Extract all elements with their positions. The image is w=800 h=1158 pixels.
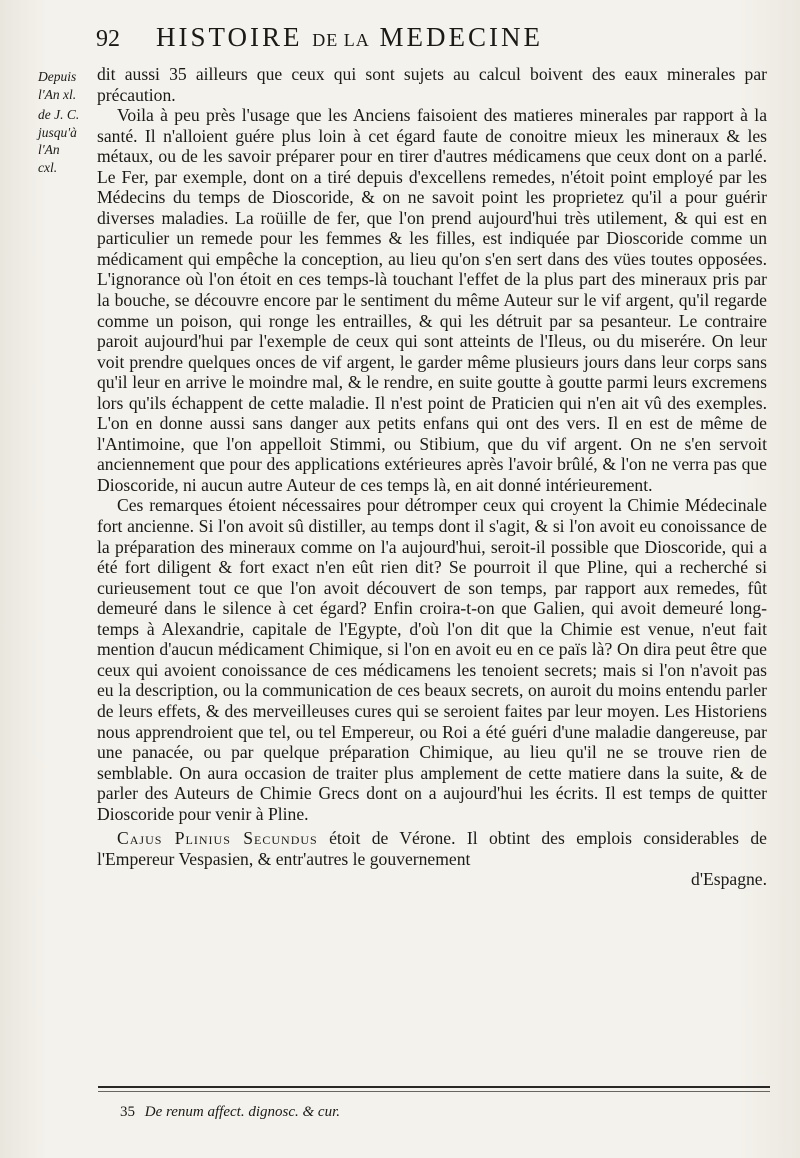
paragraph-text: étoit de Vérone. Il obtint des emplois considerables de l'Empereur Vespasien, & entr'autres le gouvernement [97,828,767,869]
margin-note-line: Depuis [38,69,77,84]
paragraph-plinius [97,828,767,869]
footnote-number: 35 [120,1104,135,1120]
paragraph: Ces remarques étoient nécessaires pour détromper ceux qui croyent la Chimie Médecinale fort ancienne. Si l'on avoit sû distiller, au temps dont il s'agit, & si l'on avoit eu conoissance de la préparation des mineraux comme on l'a aujourd'hui, seroit-il possible que Dioscoride, qui a été fort diligent & fort exact n'en eût rien dit? Se pourroit il que Pline, qui a recherché si curieusement tout ce que l'on avoit découvert de son temps, par rapport aux remedes, fût demeuré dans le silence à cet égard? Enfin croira-t-on que Galien, qui avoit demeuré long-temps à Alexandrie, capitale de l'Egypte, d'où l'on dit que la Chimie est venue, n'eut fait mention d'aucun médicament Chimique, si l'on en avoit eu en ce païs là? On dira peut être que ceux qui avoient conoissance de ces médicamens les tenoient secrets; mais si l'on n'avoit pas eu la description, ou la communication de ces beaux secrets, on auroit du moins entendu parler de leurs effets, & des merveilleuses cures qui se seroient faites par leur moyen. Les Historiens nous apprendroient que tel, ou tel Empereur, ou Roi a été guéri d'une maladie dangereuse, par une panacée, ou par quelque préparation Chimique, au lieu qu'il ne se trouve rien de semblable. On aura occasion de traiter plus amplement de cette matiere dans la suite, & de parler des Auteurs de Chimie Grecs dont on a aujourd'hui les écrits. Il est temps de quitter Dioscoride pour venir à Pline. [97,495,767,824]
paragraph-continued: dit aussi 35 ailleurs que ceux qui sont sujets au calcul boivent des eaux minerales par précaution. [97,64,767,105]
running-title [156,22,543,53]
running-title-part1: HISTOIRE [156,22,303,52]
margin-note-line: l'An xl. [38,86,77,102]
footnote [120,1104,720,1121]
running-header [96,22,776,56]
paragraph: Voila à peu près l'usage que les Anciens faisoient des matieres minerales par rapport à la santé. Il n'alloient guére plus loin à cet égard faute de conoitre mieux les mineraux & les métaux, ou de les savoir préparer pour en tirer d'autres médicamens que ceux dont on a parlé. Le Fer, par exemple, dont on a tiré depuis d'excellens remedes, n'étoit point employé par les Médecins du temps de Dioscoride, & on ne savoit point les proprietez qu'il a pour guérir diverses maladies. La roüille de fer, que l'on prend aujourd'hui très utilement, & qui est en particulier un remede pour les femmes & les filles, est indiquée par Dioscoride comme un médicament qui empêche la conception, au lieu qu'on s'en sert dans des vües toutes opposées. L'ignorance où l'on étoit en ces temps-là touchant l'effet de la plus part des mineraux pris par la bouche, se découvre encore par le sentiment du même Auteur sur le vif argent, qu'il regarde comme un poison, qui ronge les entrailles, & qui les détruit par sa pesanteur. Le contraire paroit aujourd'hui par l'exemple de ceux qui sont atteints de l'Ileus, ou du miserére. On leur voit prendre quelques onces de vif argent, le garder même plusieurs jours dans leur corps sans qu'il leur en arrive le moindre mal, & le rendre, en suite goutte à goutte parmi leurs excremens lors qu'ils échappent de cette maladie. Il n'est point de Praticien qui n'en ait vû des exemples. L'on en donne aussi sans danger aux petits enfans qui ont des vers. Il en est de même de l'Antimoine, que l'on appelloit Stimmi, ou Stibium, que du vif argent. On ne s'en servoit anciennement que pour des applications extérieures après l'avoir brûlé, & l'on ne verra pas que Dioscoride, ni aucun autre Auteur de ces temps là, en ait donné intérieurement. [97,105,767,495]
footnote-rule [98,1086,770,1088]
margin-note-line: de J. C. [38,107,80,122]
footnote-text: De renum affect. dignosc. & cur. [144,1104,340,1120]
footnote-rule-thin [98,1091,770,1092]
margin-note-line: cxl. [38,159,58,175]
running-title-part2: DE LA [312,30,370,50]
margin-note-line: l'An [38,142,60,157]
person-name: Cajus Plinius Secundus [117,828,318,849]
page-number: 92 [96,26,120,52]
main-text [97,64,767,890]
running-title-part3: MEDECINE [379,22,543,52]
paragraph-end: d'Espagne. [691,869,767,890]
margin-note-line: jusqu'à [38,124,77,140]
margin-note [38,68,100,176]
